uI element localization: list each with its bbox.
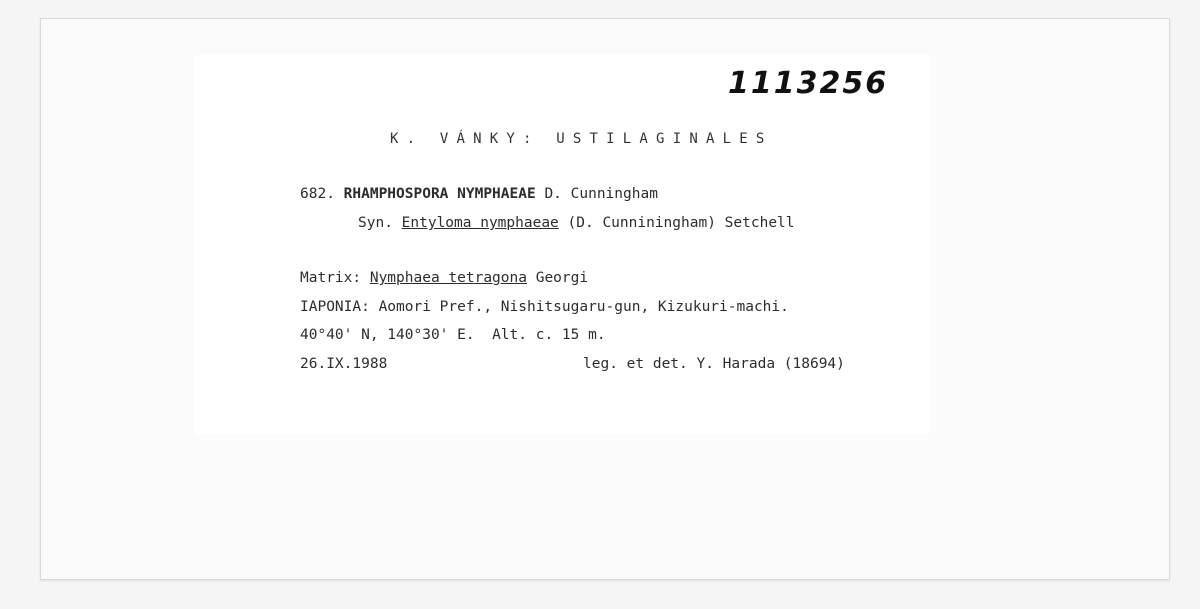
coordinates-line bbox=[300, 327, 606, 343]
matrix-line bbox=[300, 270, 588, 286]
altitude: Alt. c. 15 m. bbox=[492, 327, 606, 343]
specimen-line bbox=[300, 186, 658, 202]
collector: leg. et det. Y. Harada (18694) bbox=[583, 356, 845, 372]
collection-date: 26.IX.1988 bbox=[300, 356, 388, 372]
matrix-label: Matrix: bbox=[300, 270, 362, 286]
matrix-host-author: Georgi bbox=[535, 270, 589, 286]
locality-line: IAPONIA: Aomori Pref., Nishitsugaru-gun, Kizukuri-machi. bbox=[300, 299, 789, 315]
synonym-taxon: Entyloma nymphaeae bbox=[401, 215, 559, 231]
synonym-author: (D. Cunniningham) Setchell bbox=[567, 215, 795, 231]
label-paper bbox=[195, 55, 930, 435]
synonym-line bbox=[358, 215, 795, 231]
synonym-prefix: Syn. bbox=[358, 215, 393, 231]
matrix-host: Nymphaea tetragona bbox=[369, 270, 527, 286]
specimen-taxon: RHAMPHOSPORA NYMPHAEAE bbox=[343, 186, 536, 202]
specimen-number: 682. bbox=[300, 186, 335, 202]
specimen-author: D. Cunningham bbox=[544, 186, 658, 202]
catalog-number: 1113256 bbox=[728, 66, 889, 101]
series-title: K. VÁNKY: USTILAGINALES bbox=[390, 131, 773, 147]
coordinates: 40°40' N, 140°30' E. bbox=[300, 327, 475, 343]
